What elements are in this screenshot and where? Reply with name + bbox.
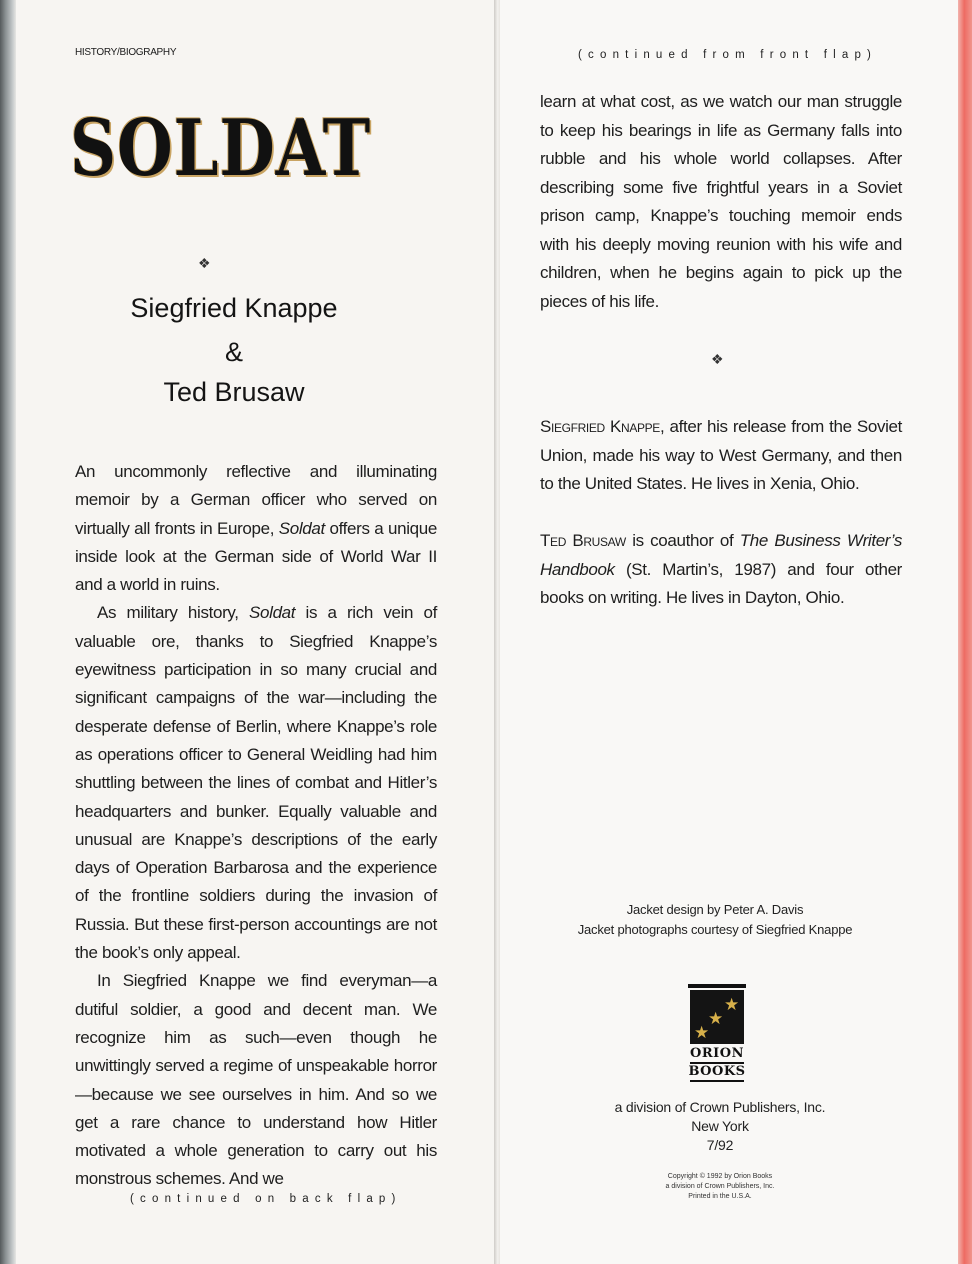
logo-text-orion: ORION <box>690 1046 744 1061</box>
category-label: HISTORY/BIOGRAPHY <box>75 47 177 58</box>
continued-on-back-flap: (continued on back flap) <box>130 1193 402 1205</box>
logo-stars-box <box>690 990 744 1044</box>
copyright-notice <box>620 1172 820 1202</box>
paragraph-text: As military history, <box>97 603 250 623</box>
continued-from-front-flap: (continued from front flap) <box>578 49 878 61</box>
author-name-2: Ted Brusaw <box>163 377 305 407</box>
star-icon: ★ <box>724 995 740 1014</box>
ornament-diamond-icon: ❖ <box>711 351 724 367</box>
bio-paragraph <box>540 527 902 613</box>
logo-bar <box>688 984 746 988</box>
author-name-1: Siegfried Knappe <box>130 293 338 323</box>
jacket-photo-credit: Jacket photographs courtesy of Siegfried Knappe <box>577 922 853 937</box>
paragraph-text: An uncommonly reflective and illuminating memoir by a German officer who served on virtually all fronts in Europe, <box>75 462 437 538</box>
jacket-credits <box>560 900 870 940</box>
ampersand: & <box>224 337 243 367</box>
star-icon: ★ <box>694 1023 710 1042</box>
ornament-diamond-icon: ❖ <box>198 255 211 271</box>
description-paragraph-1 <box>75 458 437 599</box>
publisher-division: a division of Crown Publishers, Inc. <box>614 1099 826 1115</box>
publisher-info <box>570 1098 870 1155</box>
logo-divider <box>690 1080 744 1082</box>
copyright-line: a division of Crown Publishers, Inc. <box>665 1183 775 1190</box>
paragraph-text: is a rich vein of valuable ore, thanks to Siegfried Knappe’s eyewitness participation in so many crucial and significant campaigns of the war—including the desperate defense of Berlin, where Knappe’s role as operations officer to General Weidling had him shuttling between the lines of combat and Hitler’s headquarters and bunker. Equally valuable and unusual are Knappe’s descriptions of the early days of Operation Barbarosa and the experience of the frontline soldiers during the invasion of Russia. But these first-person accountings are not the book’s only appeal. <box>75 603 437 963</box>
author-bio-knappe <box>540 413 902 499</box>
bio-text: is coauthor of <box>625 531 740 550</box>
bio-text: , after his release from the Soviet Union, made his way to West Germany, and then to the United States. He lives in Xenia, Ohio. <box>540 417 903 493</box>
back-flap-description <box>540 88 902 316</box>
publication-date: 7/92 <box>706 1137 734 1153</box>
spine-edge <box>0 0 16 1264</box>
jacket-design-credit: Jacket design by Peter A. Davis <box>626 902 804 917</box>
bio-name: Siegfried Knappe <box>540 417 660 436</box>
author-bio-brusaw <box>540 527 902 613</box>
bio-text: (St. Martin’s, 1987) and four other books on writing. He lives in Dayton, Ohio. <box>540 559 902 607</box>
description-paragraph-2 <box>75 599 437 967</box>
title-italic: Soldat <box>249 603 296 623</box>
front-flap-description <box>75 458 437 1194</box>
paragraph-text: offers a unique inside look at the German side of World War II and a world in ruins. <box>75 518 437 595</box>
bio-name: Ted Brusaw <box>540 531 626 550</box>
copyright-line: Printed in the U.S.A. <box>688 1193 752 1200</box>
logo-text-books: BOOKS <box>688 1064 746 1079</box>
copyright-line: Copyright © 1992 by Orion Books <box>667 1173 773 1180</box>
description-paragraph-3: In Siegfried Knappe we find everyman—a dutiful soldier, a good and decent man. We recognize him as such—even though he unwittingly served a regime of unspeakable horror—because we see ourselves in him. And so we get a rare chance to understand how Hitler motivated a whole generation to carry out his monstrous schemes. And we <box>75 971 437 1189</box>
bio-paragraph <box>540 413 902 499</box>
description-continuation: learn at what cost, as we watch our man struggle to keep his bearings in life as Germany falls into rubble and his whole world collapses. After describing some five frightful years in a Soviet prison camp, Knappe’s touching memoir ends with his deeply moving reunion with his wife and children, when he begins again to pick up the pieces of his life. <box>540 92 902 311</box>
orion-books-logo <box>688 984 746 1082</box>
cover-edge <box>958 0 972 1264</box>
title-italic: Soldat <box>278 518 325 538</box>
book-title: SOLDAT <box>70 103 371 194</box>
star-icon: ★ <box>708 1009 724 1028</box>
publisher-city: New York <box>691 1118 749 1134</box>
book-title-italic: The Business Writer’s Handbook <box>540 531 903 579</box>
